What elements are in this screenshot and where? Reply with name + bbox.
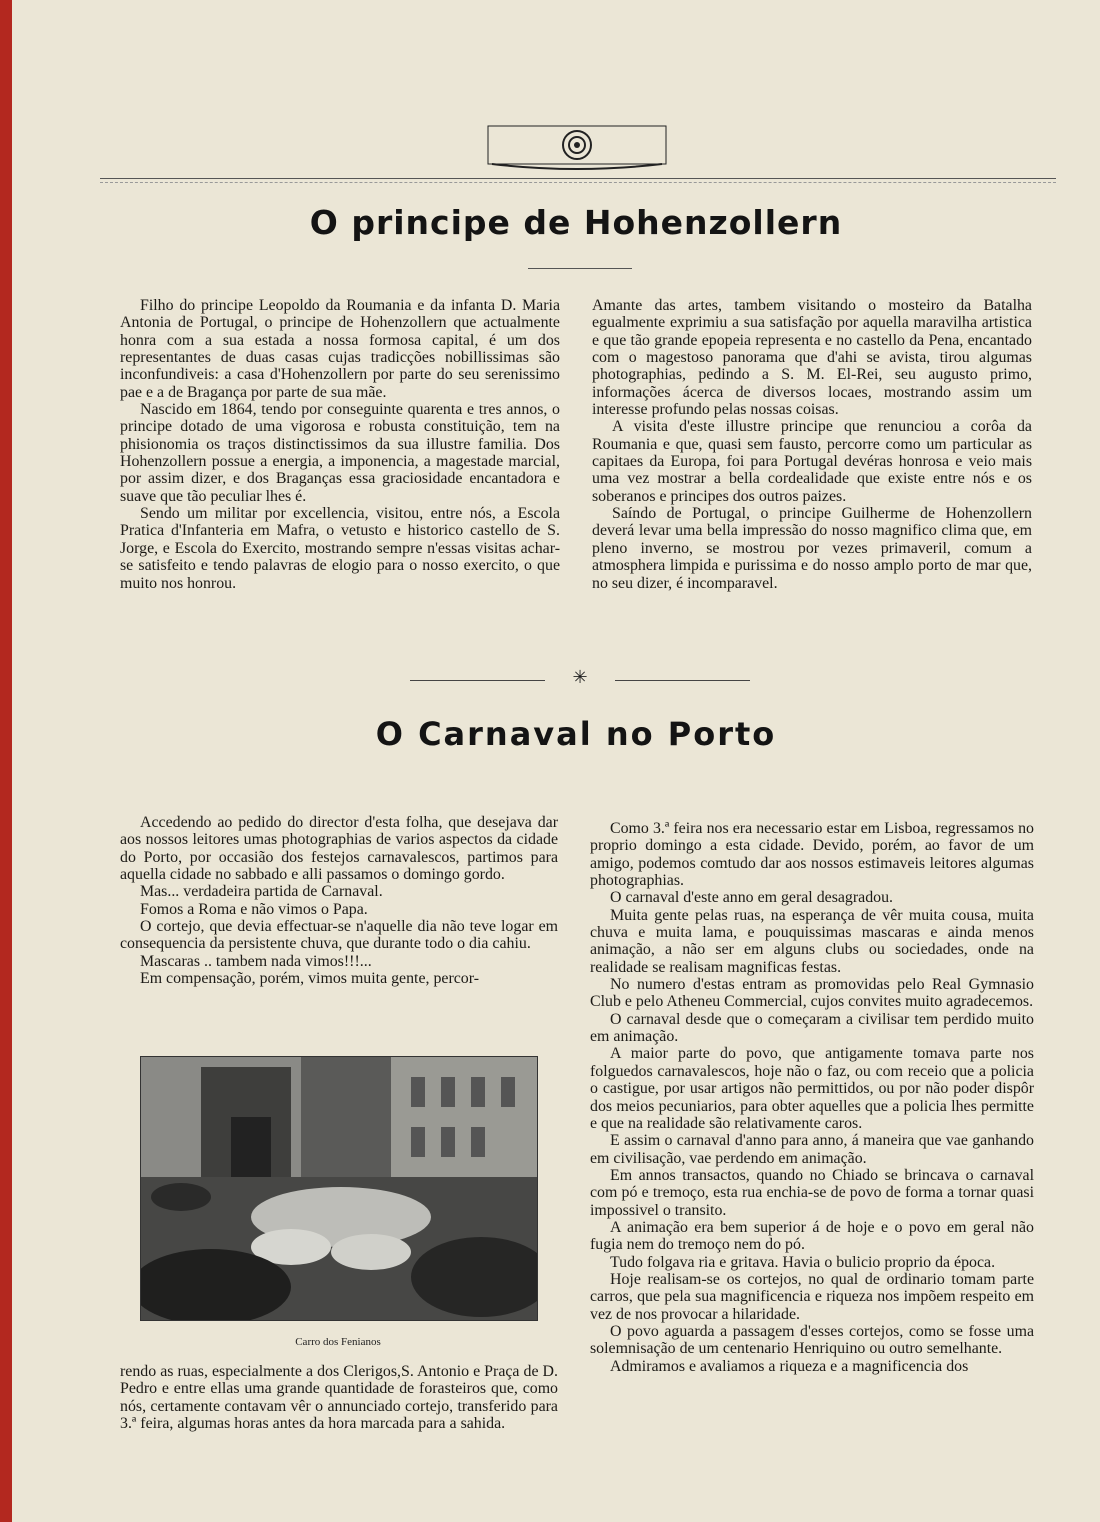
- paragraph: Saíndo de Portugal, o principe Guilherme de Hohenzollern deverá levar uma bella impressão do nosso magnifico clima que, em pleno inverno, se mostrou por vezes primaveril, comum a atmosphera limpida e purissima e do nosso amplo porto de mar que, no seu dizer, é incomparavel.: [592, 505, 1032, 592]
- paragraph: Sendo um militar por excellencia, visitou, entre nós, a Escola Pratica d'Infanteria em Mafra, o vetusto e historico castello de S. Jorge, e Escola do Exercito, mostrando sempre n'essas visitas achar-se satisfeito e tendo palavras de elogio para o nosso exercito, o que muito nos honrou.: [120, 505, 560, 592]
- article2-column-left-continued: [120, 1363, 558, 1432]
- article-title: O principe de Hohenzollern: [309, 203, 843, 242]
- paragraph: Muita gente pelas ruas, na esperança de vêr muita cousa, muita chuva e muita lama, e pouquissimas mascaras e ainda menos animação, a não ser em alguns clubs ou sociedades, onde na realidade se realisam magnificas festas.: [590, 906, 1034, 976]
- paragraph: Filho do principe Leopoldo da Roumania e da infanta D. Maria Antonia de Portugal, o principe de Hohenzollern que actualmente honra com a sua estada a nossa formosa capital, é um dos representantes de duas casas cujas tradicções nobillissimas são inconfundiveis: a casa d'Hohenzollern por parte do seu serenissimo pae e a de Bragança por parte de sua mãe.: [120, 297, 560, 401]
- article2-column-left: [120, 814, 558, 987]
- paragraph: Admiramos e avaliamos a riqueza e a magnificencia dos: [610, 1357, 969, 1375]
- magazine-page: [12, 0, 1100, 1522]
- photo-caption: Carro dos Fenianos: [295, 1336, 381, 1348]
- paragraph: O povo aguarda a passagem d'esses cortejos, como se fosse uma solemnisação de um centenario Henriquino ou outro semelhante.: [590, 1322, 1034, 1358]
- paragraph: O carnaval desde que o começaram a civilisar tem perdido muito em animação.: [590, 1010, 1034, 1046]
- carnival-photo: [140, 1056, 538, 1321]
- ornament-line: [615, 680, 750, 681]
- paragraph: Tudo folgava ria e gritava. Havia o bulicio proprio da época.: [610, 1253, 996, 1271]
- header-rule: [100, 178, 1056, 179]
- carnival-parade-image: [141, 1057, 537, 1320]
- paragraph: No numero d'estas entram as promovidas pelo Real Gymnasio Club e pelo Atheneu Commercial, cujos convites muito agradecemos.: [590, 976, 1034, 1011]
- article-title: O Carnaval no Porto: [375, 715, 777, 753]
- paragraph: Amante das artes, tambem visitando o mosteiro da Batalha egualmente exprimiu a sua satisfação por aquella maravilha artistica e que tão grande epopeia representa e no castello da Pena, encantado com o magestoso panorama que d'ahi se avista, tirou algumas photographias, pedindo a S. M. El-Rei, seu augusto primo, informações ácerca de diversos locaes, mostrando assim um interesse profundo pelas nossas coisas.: [592, 297, 1032, 419]
- target-logo-icon: [482, 118, 672, 174]
- paragraph: Nascido em 1864, tendo por conseguinte quarenta e tres annos, o principe dotado de uma vigorosa e robusta constituição, tem na phisionomia os traços distinctissimos da sua illustre familia. Dos Hohenzollern possue a energia, a imponencia, a magestade marcial, por assim dizer, e dos Braganças essa graciosidade encantadora e suave que tão peculiar lhes é.: [120, 401, 560, 505]
- paragraph: A visita d'este illustre principe que renunciou a corôa da Roumania e que, quasi sem fausto, percorre como um particular as capitaes da Europa, foi para Portugal devéras honrosa e veio mais uma vez mostrar a bella cordealidade que existe entre nós e os soberanos e principes dos outros paizes.: [592, 418, 1032, 505]
- paragraph: rendo as ruas, especialmente a dos Clerigos,S. Antonio e Praça de D. Pedro e entre ellas uma grande quantidade de forasteiros que, como nós, certamente contavam vêr o annunciado cortejo, transferido para 3.ª feira, algumas horas antes da hora marcada para a sahida.: [120, 1363, 558, 1433]
- masthead-logo: [482, 118, 672, 174]
- paragraph: O cortejo, que devia effectuar-se n'aquelle dia não teve logar em consequencia da persistente chuva, que durante todo o dia cahiu.: [120, 918, 558, 953]
- page-edge-strip: [0, 0, 12, 1522]
- article2-column-right: [590, 820, 1034, 1375]
- title-divider: [528, 268, 632, 269]
- header-rule-dashed: [100, 182, 1056, 183]
- paragraph: E assim o carnaval d'anno para anno, á maneira que vae ganhando em civilisação, vae perdendo em animação.: [590, 1132, 1034, 1167]
- paragraph: A animação era bem superior á de hoje e o povo em geral não fugia nem do tremoço nem do pó.: [590, 1218, 1034, 1254]
- paragraph: Como 3.ª feira nos era necessario estar em Lisboa, regressamos no proprio domingo a esta cidade. Devido, porém, ao favor de um amigo, podemos comtudo dar aos nossos estimaveis leitores algumas photographias.: [590, 820, 1034, 890]
- paragraph: A maior parte do povo, que antigamente tomava parte nos folguedos carnavalescos, hoje não o faz, ou com receio que a policia o castigue, por usar artigos não permittidos, ou por não poder dispôr dos meios pecuniarios, para obter aquelles que a policia lhes permitte e que na realidade são relativamente caros.: [590, 1045, 1034, 1132]
- paragraph: Mascaras .. tambem nada vimos!!!...: [140, 952, 372, 970]
- paragraph: Accedendo ao pedido do director d'esta folha, que desejava dar aos nossos leitores umas photographias de varios aspectos da cidade do Porto, por occasião dos festejos carnavalescos, partimos para aquella cidade no sabbado e alli passamos o domingo gordo.: [120, 814, 558, 884]
- paragraph: O carnaval d'este anno em geral desagradou.: [610, 889, 894, 907]
- article1-column-left: [120, 297, 560, 592]
- paragraph: Hoje realisam-se os cortejos, no qual de ordinario tomam parte carros, que pela sua magnificencia e riqueza nos impõem respeito em vez de nos provocar a hilaridade.: [590, 1270, 1034, 1323]
- paragraph: Em compensação, porém, vimos muita gente, percor-: [140, 970, 480, 988]
- paragraph: Mas... verdadeira partida de Carnaval.: [140, 883, 383, 901]
- ornament-line: [410, 680, 545, 681]
- asterisk-ornament-icon: ✳: [572, 667, 588, 687]
- section-ornament: [410, 667, 750, 688]
- paragraph: Fomos a Roma e não vimos o Papa.: [140, 900, 368, 918]
- paragraph: Em annos transactos, quando no Chiado se brincava o carnaval com pó e tremoço, esta rua enchia-se de povo de forma a tornar quasi impossivel o transito.: [590, 1166, 1034, 1219]
- article1-column-right: [592, 297, 1032, 592]
